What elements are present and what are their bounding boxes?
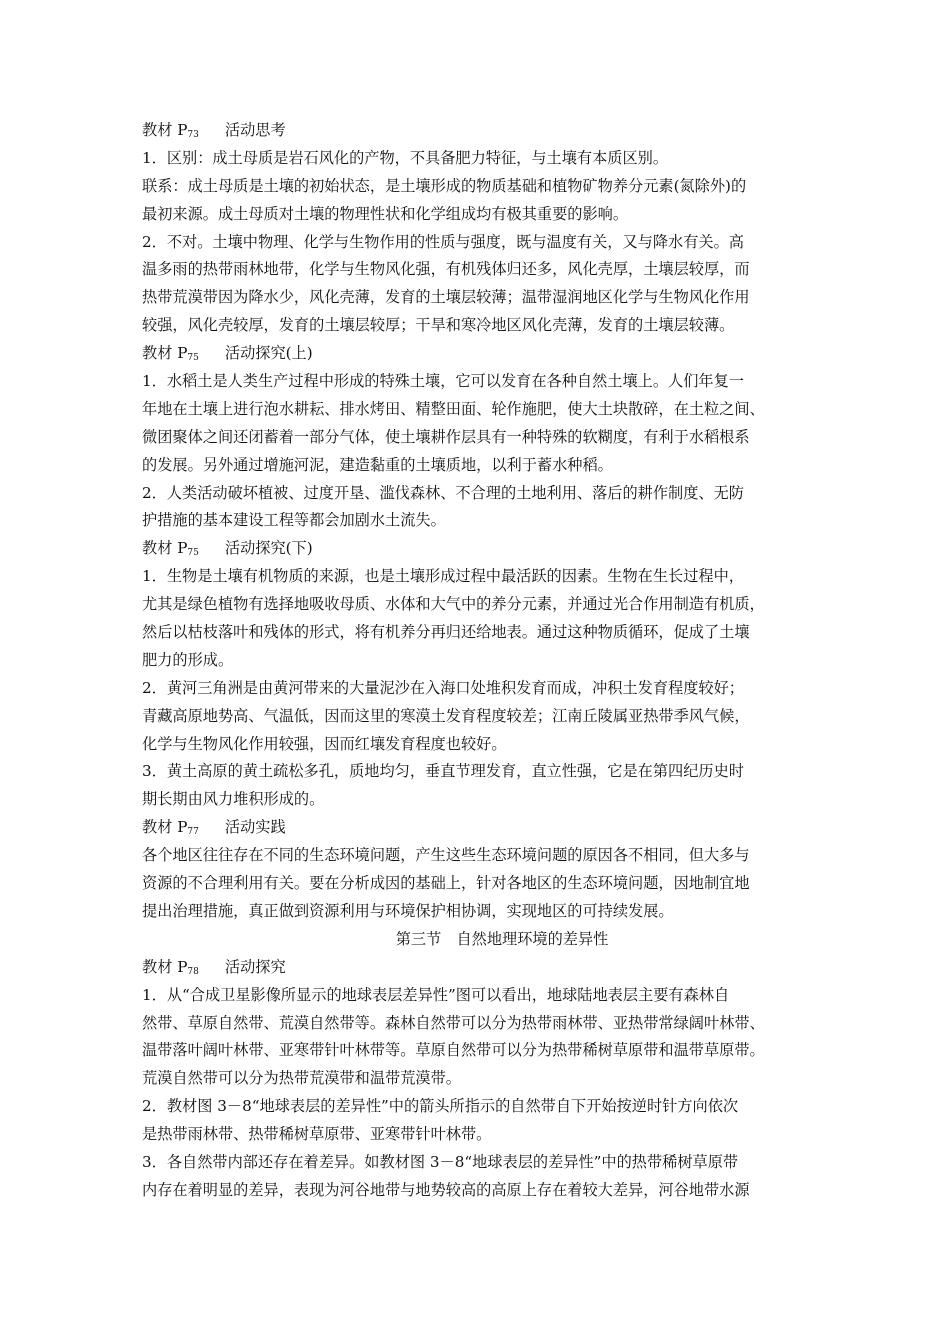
paragraph-line: 青藏高原地势高、气温低，因而这里的寒漠土发育程度较差；江南丘陵属亚热带季风气候， — [142, 706, 750, 725]
page-number: 77 — [187, 827, 199, 838]
paragraph-line: 期长期由风力堆积形成的。 — [142, 790, 325, 809]
textbook-reference-heading — [142, 954, 822, 982]
page-number: 75 — [187, 353, 199, 364]
reference-prefix: 教材 P — [142, 818, 188, 837]
paragraph-line: 较强，风化壳较厚，发育的土壤层较厚；干旱和寒冷地区风化壳薄，发育的土壤层较薄。 — [142, 316, 735, 335]
activity-label: 活动探究(上) — [224, 344, 313, 363]
paragraph-line: 各个地区往往存在不同的生态环境问题，产生这些生态环境问题的原因各不相同，但大多与 — [142, 846, 750, 865]
paragraph-line: 2．不对。土壤中物理、化学与生物作用的性质与强度，既与温度有关，又与降水有关。高 — [142, 232, 744, 251]
paragraph-line: 最初来源。成土母质对土壤的物理性状和化学组成均有极其重要的影响。 — [142, 204, 628, 223]
section-title: 第三节 自然地理环境的差异性 — [395, 929, 609, 948]
textbook-reference-heading — [142, 117, 822, 145]
paragraph-line: 热带荒漠带因为降水少，风化壳薄，发育的土壤层较薄；温带湿润地区化学与生物风化作用 — [142, 288, 750, 307]
paragraph-line: 温多雨的热带雨林地带，化学与生物风化强，有机残体归还多，风化壳厚，土壤层较厚，而 — [142, 260, 750, 279]
paragraph-line: 年地在土壤上进行泡水耕耘、排水烤田、精整田面、轮作施肥，使大土块散碎，在土粒之间、 — [142, 399, 765, 418]
reference-prefix: 教材 P — [142, 344, 188, 363]
paragraph-line: 2．教材图 3－8“地球表层的差异性”中的箭头所指示的自然带自下开始按逆时针方向依次 — [142, 1097, 739, 1116]
paragraph-line: 护措施的基本建设工程等都会加剧水土流失。 — [142, 511, 446, 530]
paragraph-line: 联系：成土母质是土壤的初始状态，是土壤形成的物质基础和植物矿物养分元素(氮除外)的 — [142, 176, 747, 195]
paragraph-line: 然后以枯枝落叶和残体的形式，将有机养分再归还给地表。通过这种物质循环，促成了土壤 — [142, 623, 750, 642]
reference-prefix: 教材 P — [142, 539, 188, 558]
paragraph-line: 1．生物是土壤有机物质的来源，也是土壤形成过程中最活跃的因素。生物在生长过程中， — [142, 567, 744, 586]
paragraph-line: 然带、草原自然带、荒漠自然带等。森林自然带可以分为热带雨林带、亚热带常绿阔叶林带、 — [142, 1013, 765, 1032]
paragraph-line: 3．黄土高原的黄土疏松多孔，质地均匀，垂直节理发育，直立性强，它是在第四纪历史时 — [142, 762, 744, 781]
paragraph-line: 2．黄河三角洲是由黄河带来的大量泥沙在入海口处堆积发育而成，冲积土发育程度较好； — [142, 678, 744, 697]
paragraph-line: 3．各自然带内部还存在着差异。如教材图 3－8“地球表层的差异性”中的热带稀树草原带 — [142, 1152, 739, 1171]
page-number: 73 — [187, 130, 199, 140]
paragraph-line: 1．区别：成土母质是岩石风化的产物，不具备肥力特征，与土壤有本质区别。 — [142, 148, 669, 167]
paragraph-line: 1．水稻土是人类生产过程中形成的特殊土壤，它可以发育在各种自然土壤上。人们年复一 — [142, 372, 744, 391]
activity-label: 活动思考 — [224, 121, 286, 139]
paragraph-line: 资源的不合理利用有关。要在分析成因的基础上，针对各地区的生态环境问题，因地制宜地 — [142, 874, 750, 893]
textbook-reference-heading — [142, 814, 822, 842]
textbook-reference-heading — [142, 535, 822, 563]
paragraph-line: 温带落叶阔叶林带、亚寒带针叶林带等。草原自然带可以分为热带稀树草原带和温带草原带。 — [142, 1041, 765, 1060]
paragraph-line: 微团聚体之间还闭蓄着一部分气体，使土壤耕作层具有一种特殊的软糊度，有利于水稻根系 — [142, 427, 750, 446]
reference-prefix: 教材 P — [142, 957, 188, 976]
page-number: 75 — [187, 548, 199, 559]
activity-label: 活动探究(下) — [224, 539, 313, 558]
paragraph-line: 2．人类活动破坏植被、过度开垦、滥伐森林、不合理的土地利用、落后的耕作制度、无防 — [142, 483, 744, 502]
paragraph-line: 荒漠自然带可以分为热带荒漠带和温带荒漠带。 — [142, 1069, 461, 1088]
paragraph-line: 尤其是绿色植物有选择地吸收母质、水体和大气中的养分元素，并通过光合作用制造有机质， — [142, 595, 765, 614]
paragraph-line: 化学与生物风化作用较强，因而红壤发育程度也较好。 — [142, 734, 507, 753]
paragraph-line: 肥力的形成。 — [142, 650, 234, 669]
page-number: 78 — [187, 966, 199, 977]
activity-label: 活动实践 — [224, 818, 286, 837]
reference-prefix: 教材 P — [142, 121, 188, 139]
paragraph-line: 内存在着明显的差异，表现为河谷地带与地势较高的高原上存在着较大差异，河谷地带水源 — [142, 1180, 750, 1199]
paragraph-line: 提出治理措施，真正做到资源利用与环境保护相协调，实现地区的可持续发展。 — [142, 901, 674, 920]
activity-label: 活动探究 — [224, 957, 286, 976]
paragraph-line: 的发展。另外通过增施河泥，建造黏重的土壤质地，以利于蓄水种稻。 — [142, 455, 613, 474]
paragraph-line: 是热带雨林带、热带稀树草原带、亚寒带针叶林带。 — [142, 1125, 492, 1144]
textbook-reference-heading — [142, 340, 822, 368]
document-page — [142, 117, 822, 1205]
paragraph-line: 1．从“合成卫星影像所显示的地球表层差异性”图可以看出，地球陆地表层主要有森林自 — [142, 985, 730, 1004]
